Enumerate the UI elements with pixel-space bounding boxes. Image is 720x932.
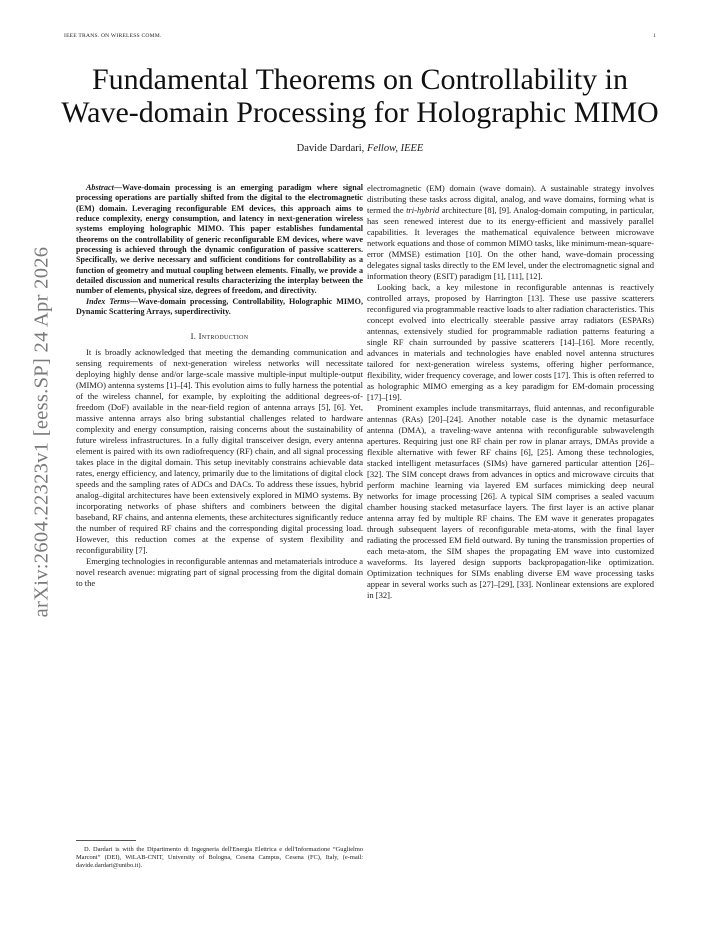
section-title: Introduction	[198, 331, 249, 342]
title-line-1: Fundamental Theorems on Controllability in	[91, 63, 629, 96]
paragraph: Looking back, a key milestone in reconfigurable antennas is reactively controlled arrays, proposed by Harrington [13]. These use passive scatterers reconfigured via programmable reactive loads to alter radiation characteristics. This concept evolved into electrically steerable passive array radiators (ESPARs) antennas, extensively studied for programmable radiation patterns featuring a single RF chain surrounded by passive scatterers [14]–[16]. More recently, advances in materials and technologies have enabled novel antenna structures tailored for next-generation wireless systems, offering higher performance, flexibility, wider frequency coverage, and lower costs [17]. This is often referred to as holographic MIMO emerging as a key paradigm for EM-domain processing [17]–[19].	[367, 282, 654, 402]
index-terms-text: —Wave-domain processing, Controllability, Holographic MIMO, Dynamic Scattering Arrays, superdirectivity.	[76, 296, 363, 317]
index-terms-label: Index Terms	[86, 296, 130, 306]
arxiv-stamp: arXiv:2604.22323v1 [eess.SP] 24 Apr 2026	[30, 246, 53, 618]
abstract	[76, 183, 363, 297]
paragraph-text: architecture [8], [9]. Analog-domain computing, in particular, has seen renewed interest due to its energy-efficient and massively parallel capabilities. It leverages the mathematical equivalence between microwave network equations and those of common MIMO tasks, like minimum-mean-square-error (MMSE) estimation [10]. On the other hand, wave-domain processing delegates signal tasks directly to the EM level, under the electromagnetic signal and information theory (ESIT) paradigm [1], [11], [12].	[367, 205, 654, 281]
author-affiliation: Fellow, IEEE	[366, 143, 424, 154]
paragraph: It is broadly acknowledged that meeting the demanding communication and sensing requirements of next-generation wireless networks will necessitate deploying highly dense and/or large-scale massive multiple-input multiple-output (MIMO) antenna systems [1]–[4]. This evolution aims to fully harness the potential of the wireless channel, for example, by exploiting the additional degrees-of-freedom (DoF) available in the near-field region of antenna arrays [5], [6]. Yet, massive antenna arrays also bring substantial challenges related to hardware complexity and energy consumption, raising concerns about the sustainability of future wireless infrastructures. In a fully digital transceiver design, every antenna element is paired with its own radiofrequency (RF) chain, and all signal processing takes place in the digital domain. This setup inevitably constrains achievable data rates, energy efficiency, and latency, primarily due to the limitations of digital clock speeds and the sampling rates of ADCs and DACs. To address these issues, hybrid analog–digital architectures have been extensively explored in MIMO systems. By incorporating networks of phase shifters and combiners between the digital baseband, RF chains, and antenna elements, these architectures significantly reduce the number of required RF chains and the corresponding digital processing load. However, this reduction comes at the expense of system flexibility and reconfigurability [7].	[76, 347, 363, 556]
section-numeral: I.	[190, 331, 199, 342]
right-column	[367, 183, 654, 601]
running-header: IEEE TRANS. ON WIRELESS COMM.	[64, 33, 162, 39]
footnote-rule	[76, 840, 136, 841]
paragraph: Prominent examples include transmitarrays, fluid antennas, and reconfigurable antennas (RAs) [20]–[24]. Another notable case is the dynamic metasurface antenna (DMA), a traveling-wave antenna with reconfigurable subwavelength apertures. Requiring just one RF chain per row in planar arrays, DMAs provide a flexible alternative with fewer RF chains [6], [25]. Among these technologies, stacked intelligent metasurfaces (SIMs) have garnered particular attention [26]–[32]. The SIM concept draws from advances in optics and microwave circuits that perform machine learning via layered EM surfaces mimicking deep neural networks for image processing [26]. A typical SIM comprises a sealed vacuum chamber housing stacked metasurface layers. The first layer is an active planar antenna array fed by multiple RF chains. The EM wave it generates propagates through subsequent layers of reconfigurable meta-atoms, with the final layer radiating the processed EM field outward. By tuning the transmission properties of each meta-atom, the SIM shapes the propagating EM wave into customized waveforms. Its layered design supports backpropagation-like optimization. Optimization techniques for SIMs enabling diverse EM wave processing tasks appear in several works such as [27]–[29], [33]. Nonlinear extensions are explored in [32].	[367, 403, 654, 600]
title-line-2: Wave-domain Processing for Holographic MIMO	[61, 96, 659, 129]
author-line	[60, 143, 660, 154]
abstract-label: Abstract	[86, 183, 114, 192]
section-heading	[76, 331, 363, 342]
abstract-text: —Wave-domain processing is an emerging paradigm where signal processing operations are partially shifted from the digital to the electromagnetic (EM) domain. Leveraging reconfigurable EM devices, this approach aims to reduce complexity, energy consumption, and latency in next-generation wireless systems employing holographic MIMO. This paper establishes fundamental theorems on the controllability of generic reconfigurable EM devices, where wave processing is achieved through the dynamic configuration of passive scatterers. Specifically, we derive necessary and sufficient conditions for controllability as a function of geometry and mutual coupling between elements. Finally, we provide a detailed discussion and numerical results characterizing the interplay between the number of elements, physical size, degrees of freedom, and directivity.	[76, 183, 363, 296]
paragraph-emphasis: tri-hybrid	[406, 205, 440, 215]
footnote: D. Dardari is with the Dipartimento di Ingegneria dell'Energia Elettrica e dell'Informazione “Guglielmo Marconi” (DEI), WiLAB-CNIT, University of Bologna, Cesena Campus, Cesena (FC), Italy, (e-mail: davide.dardari@unibo.it).	[76, 846, 363, 870]
index-terms	[76, 297, 363, 318]
paragraph-text: electromagnetic (EM) domain (wave domain). A sustainable strategy involves distributing these tasks across digital, analog, and wave domains, forming what is termed the	[367, 183, 654, 215]
page-number: 1	[653, 33, 656, 39]
author-name: Davide Dardari,	[296, 143, 367, 154]
paper-title	[60, 63, 660, 129]
left-column	[76, 183, 363, 589]
paragraph: Emerging technologies in reconfigurable antennas and metamaterials introduce a novel research avenue: migrating part of signal processing from the digital domain to the	[76, 556, 363, 589]
paragraph	[367, 183, 654, 282]
